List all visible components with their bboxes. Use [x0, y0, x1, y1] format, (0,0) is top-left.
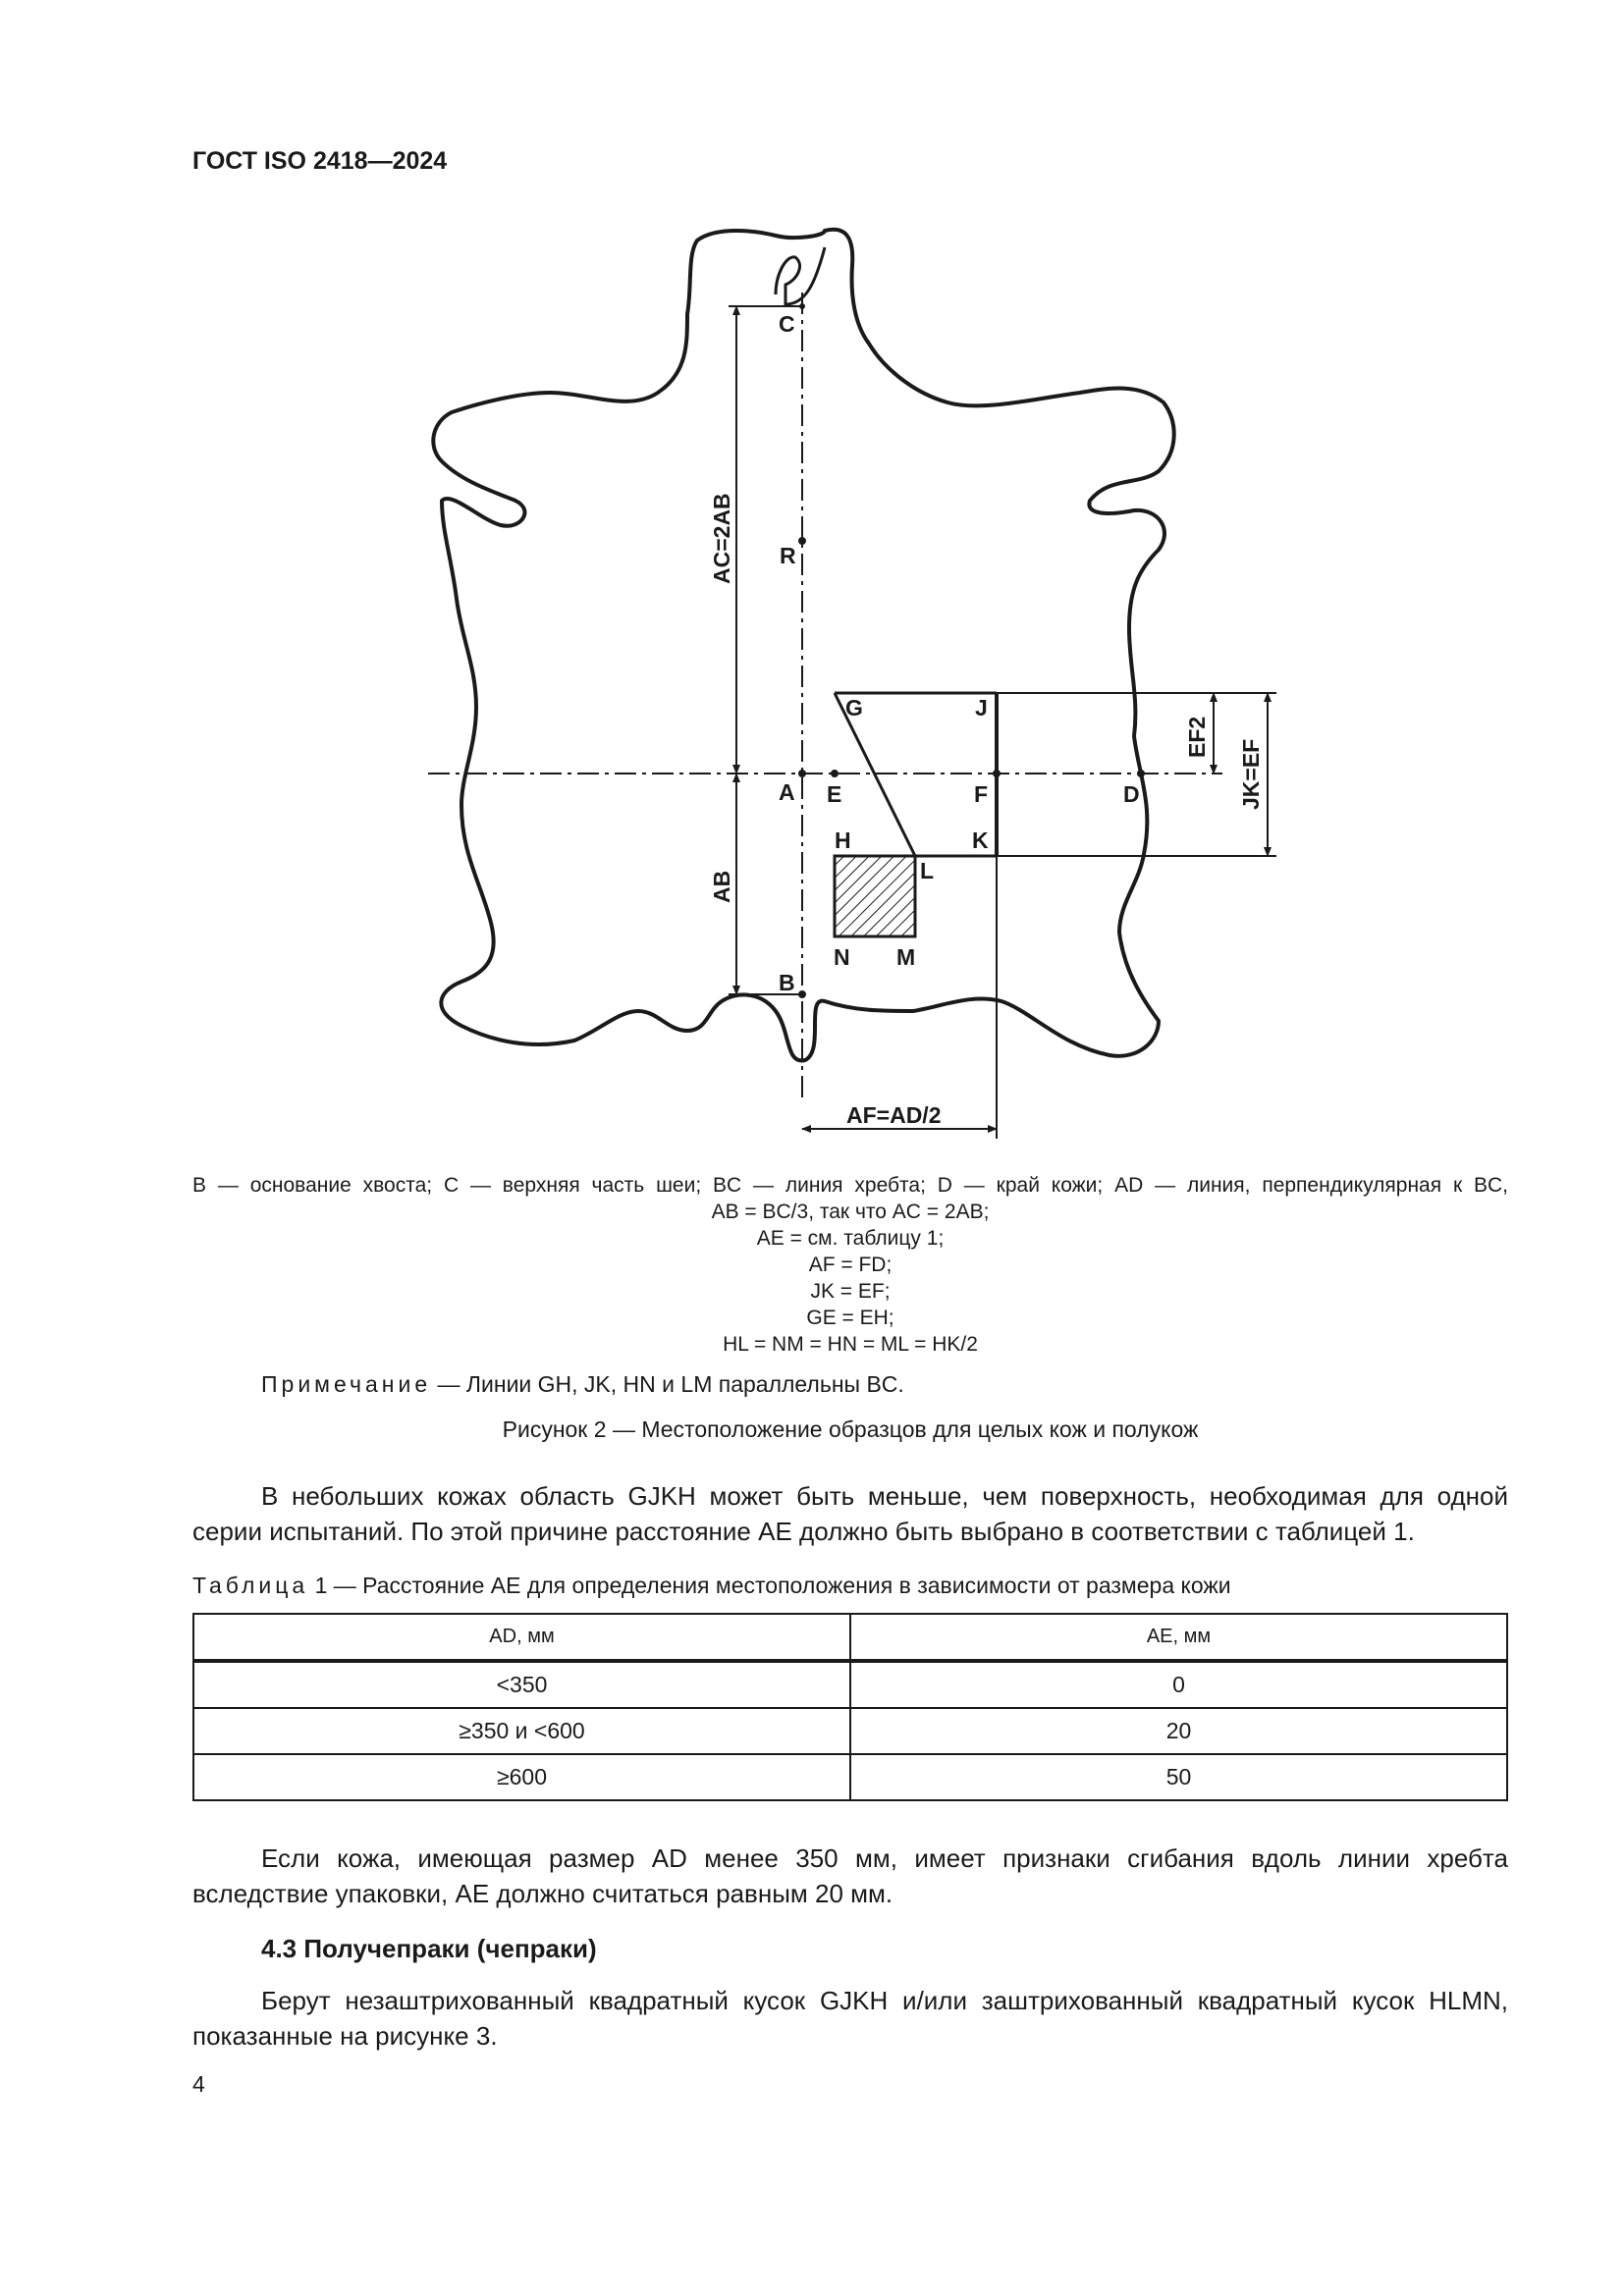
dim-afad-label: AF=AD/2 — [846, 1102, 942, 1128]
table-1 — [192, 1613, 1508, 1801]
legend-line: AF = FD; — [808, 1254, 893, 1276]
paragraph — [192, 1478, 1508, 1549]
legend-line: JK = EF; — [810, 1280, 891, 1303]
table-title — [192, 1573, 1231, 1599]
label-l: L — [920, 858, 935, 883]
label-f: F — [974, 781, 989, 807]
dim-ef2-label: EF2 — [1184, 716, 1210, 758]
legend-line: AE = см. таблицу 1; — [756, 1227, 945, 1250]
label-k: K — [972, 828, 989, 853]
table-cell: <350 — [193, 1661, 850, 1708]
table-title-text: 1 — Расстояние AE для определения местоположения в зависимости от размера кожи — [308, 1573, 1231, 1598]
table-cell: 50 — [850, 1754, 1507, 1800]
label-e: E — [827, 781, 842, 807]
hide-outline — [433, 230, 1173, 1061]
hide-diagram — [412, 221, 1264, 1163]
point-r-dot — [798, 537, 806, 545]
table-header-ad: AD, мм — [193, 1614, 850, 1661]
page-number: 4 — [192, 2071, 205, 2097]
dim-jkef-label: JK=EF — [1238, 738, 1264, 810]
point-e-dot — [831, 770, 839, 777]
table-row — [193, 1754, 1507, 1800]
table-row — [193, 1661, 1507, 1708]
table-title-label: Таблица — [192, 1573, 309, 1598]
label-r: R — [780, 543, 796, 568]
legend-line: B — основание хвоста; C — верхняя часть шеи; BC — линия хребта; D — край кожи; AD — линия, перпендикулярная к BC, — [192, 1174, 1508, 1197]
legend-line: AB = BC/3, так что AC = 2AB; — [711, 1201, 990, 1223]
label-a: A — [779, 779, 795, 805]
legend-line: HL = NM = HN = ML = HK/2 — [723, 1333, 978, 1356]
table-cell: ≥600 — [193, 1754, 850, 1800]
point-d-dot — [1137, 770, 1145, 777]
table-cell: 0 — [850, 1661, 1507, 1708]
table-cell: 20 — [850, 1708, 1507, 1754]
paragraph-text: В небольших кожах область GJKH может быть меньше, чем поверхность, необходимая для одной серии испытаний. По этой причине расстояние AE должно быть выбрано в соответствии с таблицей 1. — [192, 1481, 1508, 1546]
table-header-ae: AE, мм — [850, 1614, 1507, 1661]
point-a-dot — [798, 770, 806, 777]
label-n: N — [834, 944, 850, 970]
figure-note — [261, 1371, 904, 1398]
figure-legend — [192, 1172, 1508, 1358]
legend-line: GE = EH; — [806, 1307, 894, 1329]
figure-caption: Рисунок 2 — Местоположение образцов для целых кож и полукож — [502, 1416, 1199, 1442]
paragraph — [192, 1841, 1508, 1911]
paragraph-text: Берут незаштрихованный квадратный кусок GJKH и/или заштрихованный квадратный кусок HLMN, показанные на рисунке 3. — [192, 1986, 1508, 2051]
label-c: C — [779, 311, 795, 337]
document-header: ГОСТ ISO 2418—2024 — [192, 147, 448, 175]
label-g: G — [845, 695, 863, 721]
table-row — [193, 1708, 1507, 1754]
dim-ab-label: AB — [709, 870, 734, 903]
note-text: — Линии GH, JK, HN и LM параллельны BC. — [431, 1371, 904, 1397]
table-cell: ≥350 и <600 — [193, 1708, 850, 1754]
label-m: M — [896, 944, 916, 970]
table-header-row — [193, 1614, 1507, 1661]
section-heading: 4.3 Получепраки (чепраки) — [261, 1934, 597, 1963]
label-j: J — [975, 695, 988, 721]
paragraph — [192, 1983, 1508, 2054]
hatched-square-hlmn — [835, 856, 915, 936]
dim-ac-label: AC=2AB — [709, 493, 734, 584]
label-h: H — [835, 828, 851, 853]
neck-notch — [776, 247, 825, 304]
note-label: Примечание — [261, 1371, 432, 1397]
point-f-dot — [993, 770, 1001, 777]
label-b: B — [779, 970, 795, 995]
label-d: D — [1123, 781, 1140, 807]
paragraph-text: Если кожа, имеющая размер AD менее 350 мм, имеет признаки сгибания вдоль линии хребта вследствие упаковки, AE должно считаться равным 20 мм. — [192, 1843, 1508, 1908]
